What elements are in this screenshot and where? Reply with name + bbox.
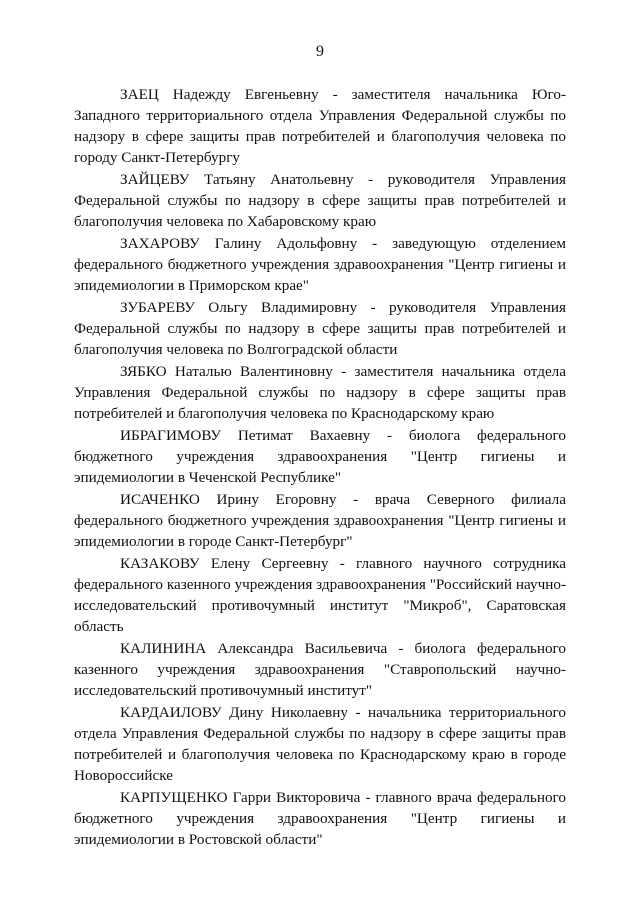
list-item: ИСАЧЕНКО Ирину Егоровну - врача Северного филиала федерального бюджетного учреждения здравоохранения "Центр гигиены и эпидемиологии в городе Санкт-Петербург" xyxy=(74,491,566,550)
list-item: ИБРАГИМОВУ Петимат Вахаевну - биолога федерального бюджетного учреждения здравоохранения "Центр гигиены и эпидемиологии в Чеченской Республике" xyxy=(74,427,566,486)
award-list xyxy=(74,84,566,851)
page-number: 9 xyxy=(316,43,324,60)
list-item: ЗАХАРОВУ Галину Адольфовну - заведующую отделением федерального бюджетного учреждения здравоохранения "Центр гигиены и эпидемиологии в Приморском крае" xyxy=(74,235,566,294)
list-item: ЗАЙЦЕВУ Татьяну Анатольевну - руководителя Управления Федеральной службы по надзору в сфере защиты прав потребителей и благополучия человека по Хабаровскому краю xyxy=(74,171,566,230)
list-item: КАЗАКОВУ Елену Сергеевну - главного научного сотрудника федерального казенного учреждения здравоохранения "Российский научно-исследовательский противочумный институт "Микроб", Саратовская область xyxy=(74,555,566,635)
list-item: КАРДАИЛОВУ Дину Николаевну - начальника территориального отдела Управления Федеральной службы по надзору в сфере защиты прав потребителей и благополучия человека по Краснодарскому краю в городе Новороссийске xyxy=(74,704,566,784)
list-item: КАРПУЩЕНКО Гарри Викторовича - главного врача федерального бюджетного учреждения здравоохранения "Центр гигиены и эпидемиологии в Ростовской области" xyxy=(74,789,566,848)
list-item: ЗУБАРЕВУ Ольгу Владимировну - руководителя Управления Федеральной службы по надзору в сфере защиты прав потребителей и благополучия человека по Волгоградской области xyxy=(74,299,566,358)
list-item: ЗАЕЦ Надежду Евгеньевну - заместителя начальника Юго-Западного территориального отдела Управления Федеральной службы по надзору в сфере защиты прав потребителей и благополучия человека по городу Санкт-Петербургу xyxy=(74,86,566,166)
list-item: ЗЯБКО Наталью Валентиновну - заместителя начальника отдела Управления Федеральной службы по надзору в сфере защиты прав потребителей и благополучия человека по Краснодарскому краю xyxy=(74,363,566,422)
list-item: КАЛИНИНА Александра Васильевича - биолога федерального казенного учреждения здравоохранения "Ставропольский научно-исследовательский противочумный институт" xyxy=(74,640,566,699)
